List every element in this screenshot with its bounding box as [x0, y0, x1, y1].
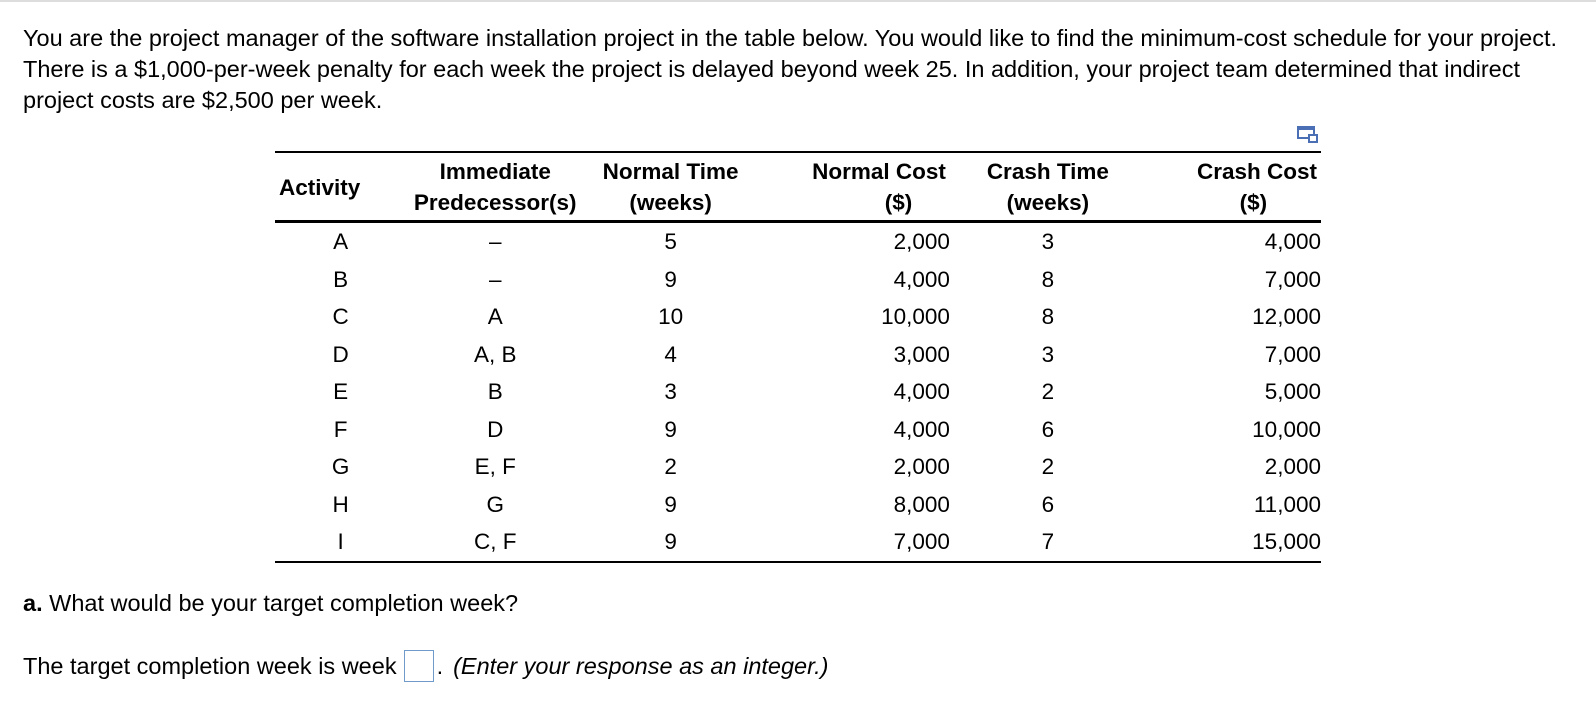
- cell-normal-cost: 7,000: [757, 523, 950, 562]
- cell-normal-time: 9: [664, 266, 677, 292]
- cell-crash-time: 8: [1041, 304, 1055, 329]
- cell-predecessors: G: [486, 491, 504, 517]
- cell-activity: G: [331, 454, 350, 479]
- target-week-input[interactable]: [404, 650, 434, 682]
- expand-table-icon[interactable]: [1297, 126, 1319, 144]
- header-crash-cost: Crash Cost ($): [1196, 159, 1317, 215]
- table-row: [275, 411, 1321, 449]
- cell-activity: E: [333, 379, 349, 404]
- cell-normal-time: 9: [664, 416, 677, 442]
- cell-crash-time: 6: [1041, 416, 1055, 442]
- answer-prefix: The target completion week is week: [23, 652, 397, 679]
- answer-suffix: .: [436, 652, 444, 679]
- cell-normal-cost: 2,000: [893, 229, 950, 254]
- cell-activity: D: [332, 341, 349, 367]
- cell-normal-time: 4: [664, 341, 677, 367]
- table-header-row: [275, 152, 1321, 222]
- cell-normal-time: 10: [658, 304, 684, 329]
- table-row: [275, 298, 1321, 336]
- cell-normal-time: 9: [584, 523, 757, 562]
- cell-normal-time: 5: [664, 229, 677, 254]
- cell-predecessors: D: [487, 416, 504, 442]
- cell-normal-time: 3: [664, 379, 677, 404]
- cell-normal-cost: 3,000: [893, 341, 950, 367]
- cell-activity: C: [332, 304, 349, 329]
- question-text: What would be your target completion week?: [49, 590, 519, 616]
- cell-crash-cost: 12,000: [1252, 304, 1321, 329]
- question-letter: a.: [23, 590, 43, 616]
- cell-normal-time: 2: [664, 454, 677, 479]
- table-row: [275, 523, 1321, 562]
- table-row: [275, 373, 1321, 411]
- cell-crash-time: 7: [950, 523, 1146, 562]
- header-crash-time: Crash Time (weeks): [986, 159, 1109, 215]
- cell-activity: H: [332, 491, 349, 517]
- header-normal-cost: Normal Cost ($): [812, 159, 946, 215]
- cell-crash-time: 2: [1041, 454, 1055, 479]
- cell-crash-time: 8: [1041, 266, 1055, 292]
- cell-normal-cost: 10,000: [881, 304, 950, 329]
- table-row: [275, 222, 1321, 261]
- top-divider: [0, 0, 1596, 2]
- cell-crash-cost: 4,000: [1264, 229, 1321, 254]
- cell-normal-cost: 8,000: [893, 491, 950, 517]
- header-predecessors: Immediate Predecessor(s): [413, 159, 577, 215]
- cell-predecessors: C, F: [406, 523, 584, 562]
- cell-predecessors: –: [488, 266, 502, 292]
- cell-activity: I: [275, 523, 406, 562]
- cell-crash-cost: 7,000: [1264, 341, 1321, 367]
- table-row: [275, 486, 1321, 524]
- cell-crash-time: 2: [1041, 379, 1055, 404]
- activity-table: [275, 151, 1321, 563]
- question-a: [23, 588, 518, 619]
- cell-crash-time: 3: [1041, 341, 1055, 367]
- cell-crash-cost: 2,000: [1264, 454, 1321, 479]
- cell-predecessors: A, B: [473, 341, 517, 367]
- cell-activity: F: [333, 416, 348, 442]
- cell-crash-time: 6: [1041, 491, 1055, 517]
- cell-activity: A: [333, 229, 349, 254]
- cell-crash-cost: 10,000: [1252, 416, 1321, 442]
- table-row: [275, 448, 1321, 486]
- cell-predecessors: –: [488, 229, 502, 254]
- cell-predecessors: A: [487, 304, 503, 329]
- problem-statement: You are the project manager of the software installation project in the table below. You would like to find the minimum-cost schedule for your project. There is a $1,000-per-week penalty for each week the project is delayed beyond week 25. In addition, your project team determined that indirect project costs are $2,500 per week.: [23, 25, 1558, 113]
- cell-crash-cost: 11,000: [1253, 491, 1321, 517]
- cell-crash-time: 3: [1041, 229, 1055, 254]
- header-normal-time: Normal Time (weeks): [602, 159, 739, 215]
- cell-crash-cost: 7,000: [1264, 266, 1321, 292]
- cell-normal-cost: 4,000: [893, 379, 950, 404]
- cell-crash-cost: 5,000: [1264, 379, 1321, 404]
- cell-normal-cost: 2,000: [893, 454, 950, 479]
- cell-normal-cost: 4,000: [893, 416, 950, 442]
- cell-crash-cost: 15,000: [1146, 523, 1321, 562]
- answer-row: [23, 650, 828, 682]
- table-row: [275, 261, 1321, 299]
- table-row: [275, 336, 1321, 374]
- cell-predecessors: B: [487, 379, 503, 404]
- cell-normal-time: 9: [664, 491, 677, 517]
- header-activity: Activity: [279, 174, 361, 200]
- cell-predecessors: E, F: [474, 454, 516, 479]
- cell-normal-cost: 4,000: [893, 266, 950, 292]
- cell-activity: B: [333, 266, 349, 292]
- answer-hint: (Enter your response as an integer.): [453, 652, 829, 679]
